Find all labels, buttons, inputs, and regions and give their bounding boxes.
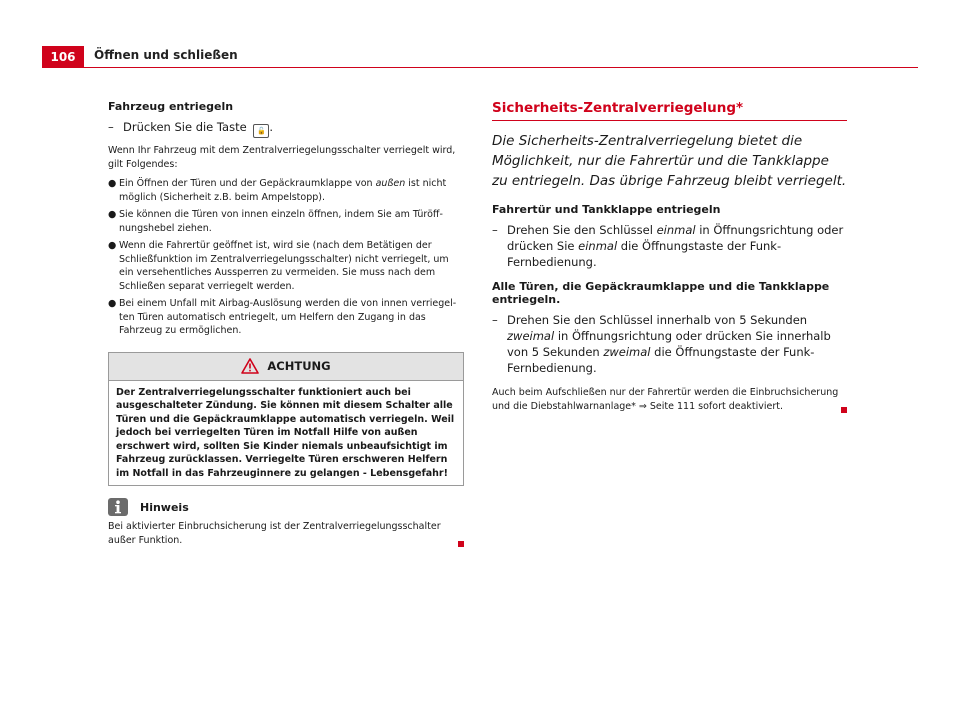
- warning-text: Der Zentralverriegelungsschalter funktioniert auch bei ausgeschalteter Zündung. Sie können mit diesem Schalter alle Türen und die Gepäckraumklappe automatisch verriegeln. Weil jedoch bei verriegelten Türen im Notfall Hilfe von außen erschwert wird, sollten Sie Kinder niemals unbeaufsichtigt im Fahrzeug zurücklassen. Verriegelte Türen erschweren Helfern im Notfall in das Fahrzeuginnere zu gelangen - Lebensgefahr!: [116, 386, 455, 479]
- note-title: Hinweis: [140, 500, 189, 514]
- warning-triangle-icon: [241, 358, 259, 374]
- section-heading-unlock: Fahrzeug entriegeln: [108, 100, 234, 113]
- bullet-dot-icon: ●: [108, 298, 117, 309]
- bullet-item: [108, 208, 464, 235]
- chapter-title: Öffnen und schließen: [94, 48, 238, 62]
- step-dash: –: [492, 223, 498, 237]
- warning-box: [108, 352, 464, 487]
- step-text: Drehen Sie den Schlüssel innerhalb von 5 Sekunden zweimal in Öffnungsrichtung oder drücken Sie innerhalb von 5 Sekunden zweimal die Öffnungstaste der Funk-Fernbedienung.: [507, 313, 831, 375]
- step-item: [492, 312, 847, 376]
- bullet-item: [108, 177, 464, 204]
- note-text: Bei aktivierter Einbruchsicherung ist der Zentralverriegelungsschalter außer Funktion.: [108, 520, 464, 547]
- step-dash: –: [108, 120, 114, 134]
- bullet-text: Bei einem Unfall mit Airbag-Auslösung werden die von innen verriegelten Türen automatisch entriegelt, um Helfern den Zugang in das Fahrzeug zu ermöglichen.: [119, 298, 457, 336]
- page-number: 106: [42, 46, 84, 68]
- closing-paragraph: Auch beim Aufschließen nur der Fahrertür werden die Einbruchsicherung und die Diebstahlwarnanlage* ⇒ Seite 111 sofort deaktiviert.: [492, 386, 847, 413]
- bullet-item: [108, 239, 464, 293]
- section-intro: Die Sicherheits-Zentralverriegelung bietet die Möglichkeit, nur die Fahrertür und die Tankklappe zu entriegeln. Das übrige Fahrzeug bleibt verriegelt.: [492, 133, 847, 189]
- intro-paragraph: Wenn Ihr Fahrzeug mit dem Zentralverriegelungsschalter verriegelt wird, gilt Folgendes:: [108, 145, 456, 170]
- step-item: [492, 222, 847, 270]
- step-dash: –: [492, 313, 498, 327]
- unlock-key-icon: 🔓: [253, 124, 269, 138]
- step-item: [108, 119, 464, 138]
- bullet-text: Wenn die Fahrertür geöffnet ist, wird sie (nach dem Betätigen der Schließfunktion im Zentralverriegelungsschalter) nicht verriegelt, um ein versehentliches Aussperren zu vermeiden. Sie muss nach dem Schließen separat verriegelt werden.: [119, 240, 449, 292]
- warning-title: ACHTUNG: [267, 359, 331, 373]
- left-column: [108, 100, 464, 553]
- bullet-text: Sie können die Türen von innen einzeln öffnen, indem Sie am Türöffnungshebel ziehen.: [119, 209, 443, 234]
- step-text: Drücken Sie die Taste 🔓 .: [123, 119, 273, 138]
- note-header: [108, 498, 464, 516]
- bullet-item: [108, 297, 464, 338]
- bullet-dot-icon: ●: [108, 240, 117, 251]
- bullet-dot-icon: ●: [108, 178, 117, 189]
- section-title: Sicherheits-Zentralverriegelung*: [492, 100, 847, 121]
- bullet-text: Ein Öffnen der Türen und der Gepäckraumklappe von außen ist nicht möglich (Sicherheit z.B. beim Ampelstopp).: [119, 178, 447, 203]
- header-rule: [42, 67, 918, 68]
- bullet-dot-icon: ●: [108, 209, 117, 220]
- step-text: Drehen Sie den Schlüssel einmal in Öffnungsrichtung oder drücken Sie einmal die Öffnungstaste der Funk-Fernbedienung.: [507, 223, 844, 269]
- subheading-all-doors: Alle Türen, die Gepäckraumklappe und die Tankklappe entriegeln.: [492, 280, 830, 306]
- warning-header: [109, 353, 463, 381]
- right-column: [492, 100, 847, 419]
- end-marker: [841, 407, 847, 413]
- end-marker: [458, 541, 464, 547]
- subheading-driver-door: Fahrertür und Tankklappe entriegeln: [492, 203, 721, 216]
- info-note-icon: [108, 498, 128, 516]
